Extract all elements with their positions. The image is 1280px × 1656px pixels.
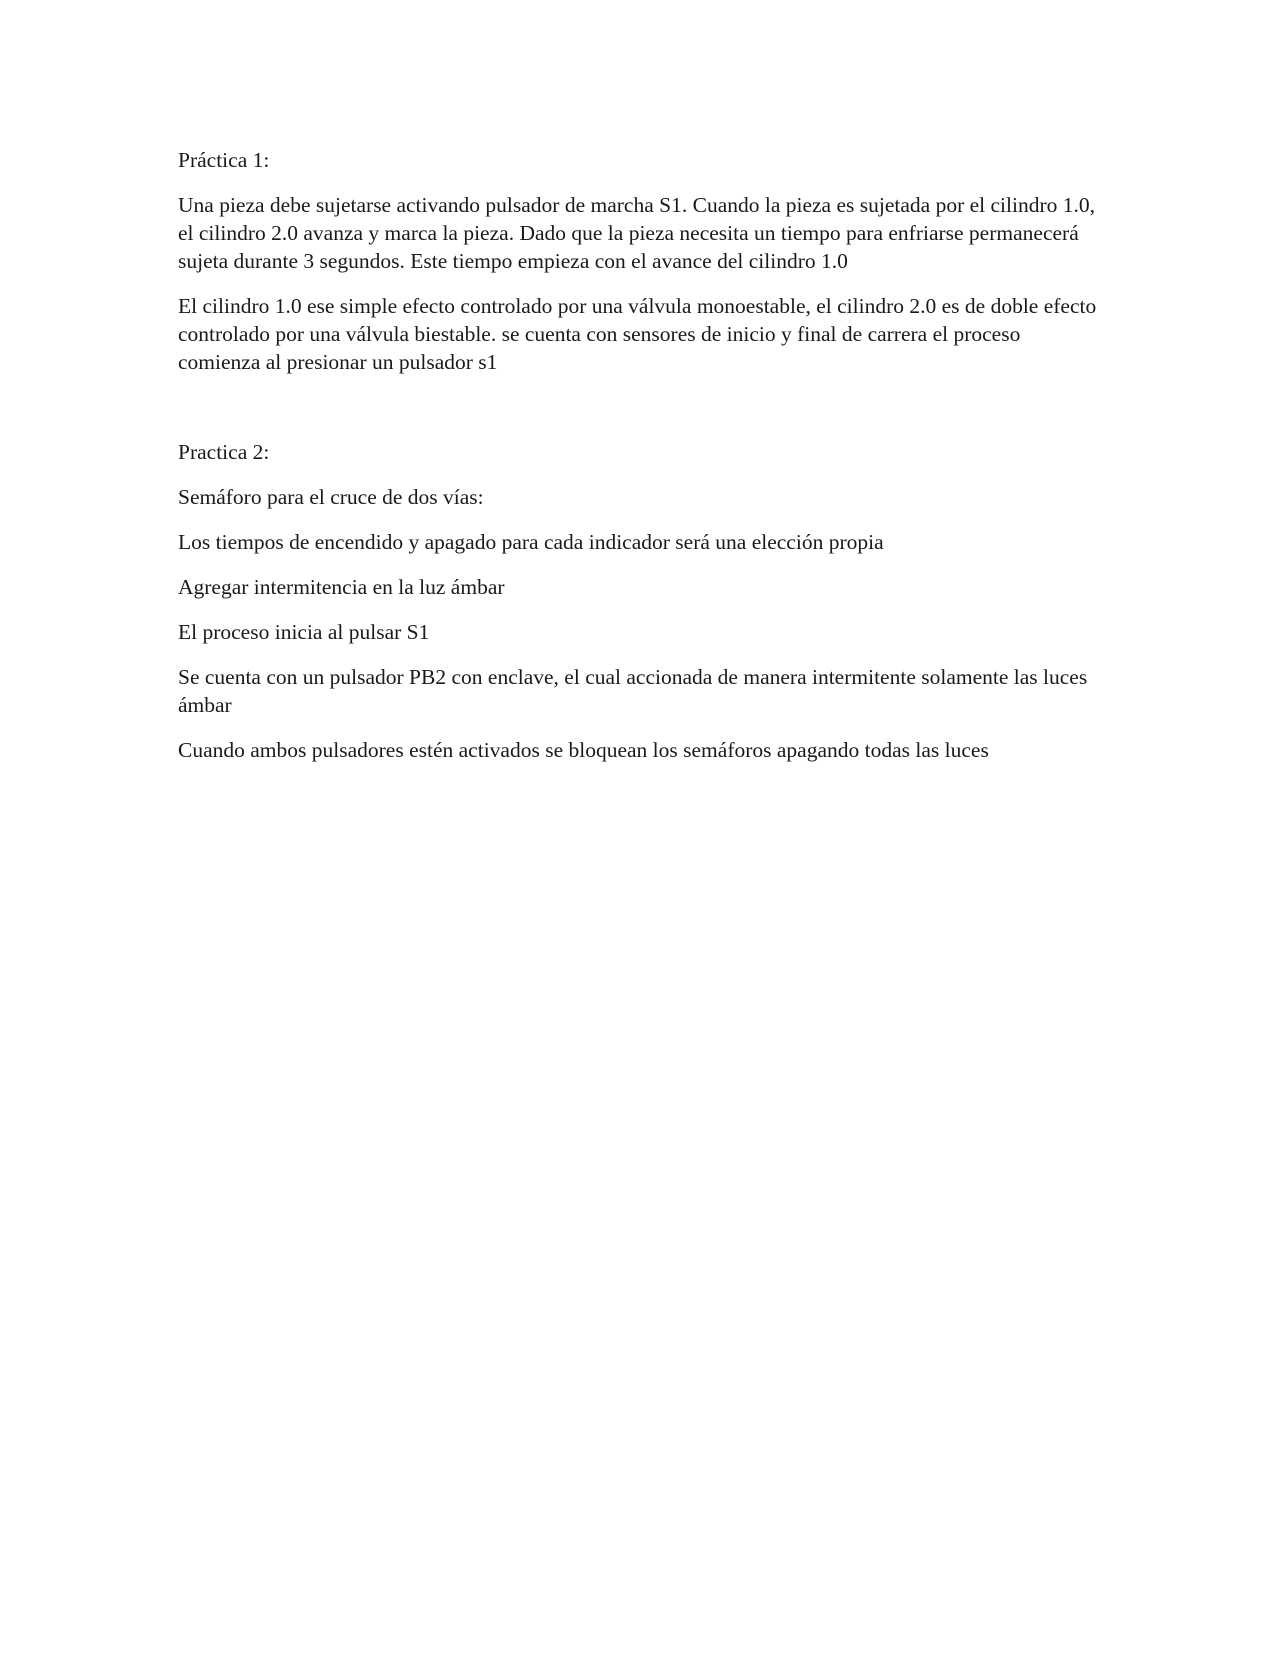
practice1-paragraph-2: El cilindro 1.0 ese simple efecto controlado por una válvula monoestable, el cilindro 2.0 es de doble efecto controlado por una válvula biestable. se cuenta con sensores de inicio y final de carrera el proceso comienza al presionar un pulsador s1 (178, 294, 1097, 374)
practice1-heading: Práctica 1: (178, 148, 270, 172)
practice2-heading: Practica 2: (178, 440, 270, 464)
document-body (178, 146, 1103, 781)
practice2-paragraph-3: Agregar intermitencia en la luz ámbar (178, 575, 505, 599)
practice2-paragraph-4: El proceso inicia al pulsar S1 (178, 620, 430, 644)
practice2-paragraph-2: Los tiempos de encendido y apagado para cada indicador será una elección propia (178, 530, 884, 554)
practice2-paragraph-5: Se cuenta con un pulsador PB2 con enclave, el cual accionada de manera intermitente solamente las luces ámbar (178, 665, 1088, 717)
practice1-paragraph-1: Una pieza debe sujetarse activando pulsador de marcha S1. Cuando la pieza es sujetada por el cilindro 1.0, el cilindro 2.0 avanza y marca la pieza. Dado que la pieza necesita un tiempo para enfriarse permanecerá sujeta durante 3 segundos. Este tiempo empieza con el avance del cilindro 1.0 (178, 193, 1096, 273)
practice2-paragraph-1: Semáforo para el cruce de dos vías: (178, 485, 484, 509)
practice2-paragraph-6: Cuando ambos pulsadores estén activados se bloquean los semáforos apagando todas las luces (178, 738, 989, 762)
section-spacer (178, 393, 1103, 438)
